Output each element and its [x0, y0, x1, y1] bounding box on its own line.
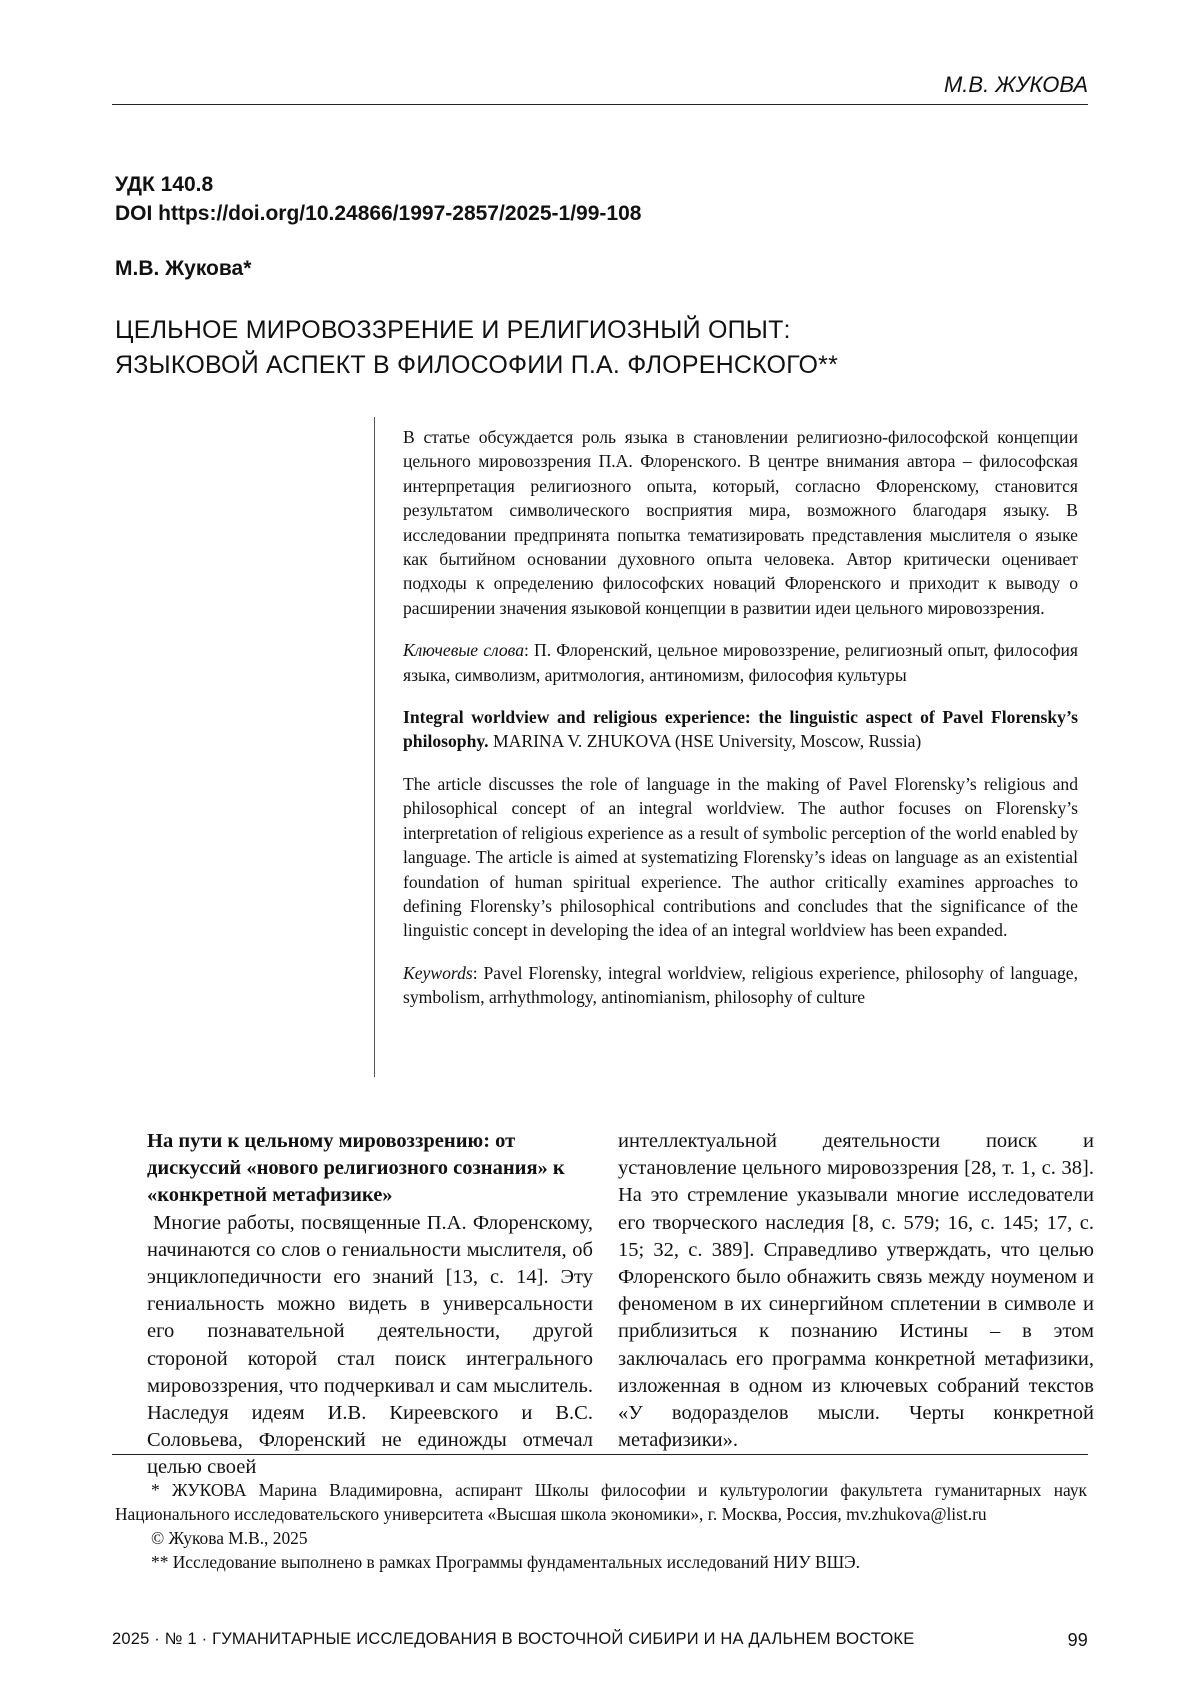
abstract-en: The article discusses the role of language in the making of Pavel Florensky’s religious and philosophical concept of an integral worldview. The author focuses on Florensky’s interpretation of religious experience as a result of symbolic perception of the world enabled by language. The article is aimed at systematizing Florensky’s ideas on language as an existential foundation of human spiritual experience. The author critically examines approaches to defining Florensky’s philosophical contributions and concludes that the significance of the linguistic concept in developing the idea of an integral worldview has been expanded. [403, 773, 1078, 941]
title-line: ЦЕЛЬНОЕ МИРОВОЗЗРЕНИЕ И РЕЛИГИОЗНЫЙ ОПЫТ: [115, 316, 791, 344]
page-number: 99 [1067, 1630, 1088, 1650]
english-author: MARINA V. ZHUKOVA (HSE University, Moscow, Russia) [488, 731, 922, 752]
footnote-copyright: © Жукова М.В., 2025 [151, 1528, 308, 1548]
footnotes [115, 1478, 1087, 1574]
body-paragraph: интеллектуальной деятельности поиск и установление цельного мировоззрения [28, т. 1, с. 38]. На это стремление указывали многие исследователи его творческого наследия [8, с. 579; 16, с. 145; 17, с. 15; 32, с. 389]. Справедливо утверждать, что целью Флоренского было обнажить связь между ноуменом и феноменом в их синергийном сплетении в символе и приблизиться к познанию Истины – в этом заключалась его программа конкретной метафизики, изложенная в одном из ключевых собраний текстов «У водоразделов мысли. Черты конкретной метафизики». [618, 1130, 1094, 1452]
footnote-grant: ** Исследование выполнено в рамках Программы фундаментальных исследований НИУ ВШЭ. [151, 1552, 860, 1572]
abstract-block [374, 417, 1078, 1077]
udc-code: УДК 140.8 [115, 173, 214, 196]
title-line: ЯЗЫКОВОЙ АСПЕКТ В ФИЛОСОФИИ П.А. ФЛОРЕНСКОГО** [115, 351, 839, 379]
keywords-en-list: : Pavel Florensky, integral worldview, religious experience, philosophy of language, symbolism, arrhythmology, antinomianism, philosophy of culture [403, 962, 1078, 1008]
header-rule [112, 104, 1088, 105]
body-paragraph: Многие работы, посвященные П.А. Флоренскому, начинаются со слов о гениальности мыслителя, об энциклопедичности его знаний [13, с. 14]. Эту гениальность можно видеть в универсальности его познавательной деятельности, другой стороной которой стал поиск интегрального мировоззрения, что подчеркивал и сам мыслитель. Наследуя идеям И.В. Киреевского и В.С. Соловьева, Флоренский не единожды отмечал целью своей [147, 1211, 593, 1479]
keywords-ru-label: Ключевые слова [403, 640, 524, 661]
abstract-ru: В статье обсуждается роль языка в становлении религиозно-философской концепции цельного мировоззрения П.А. Флоренского. В центре внимания автора – философская интерпретация религиозного опыта, который, согласно Флоренскому, становится результатом символического восприятия мира, возможного благодаря языку. В исследовании предпринята попытка тематизировать представления мыслителя о языке как бытийном основании духовного опыта человека. Автор критически оценивает подходы к определению философских новаций Флоренского и приходит к выводу о расширении значения языковой концепции в развитии идеи цельного мировоззрения. [403, 427, 1078, 618]
section-heading: На пути к цельному мировоззрению: от дискуссий «нового религиозного сознания» к «конкретной метафизике» [147, 1130, 565, 1207]
keywords-en [403, 961, 1078, 1010]
keywords-ru-list: : П. Флоренский, цельное мировоззрение, религиозный опыт, философия языка, символизм, аритмология, антиномизм, философия культуры [403, 640, 1079, 685]
english-title-block [403, 705, 1078, 754]
abstract-content [403, 425, 1078, 1010]
footnote-rule [112, 1454, 1088, 1455]
body-column-left [147, 1128, 593, 1482]
journal-line: 2025 · № 1 · ГУМАНИТАРНЫЕ ИССЛЕДОВАНИЯ В ВОСТОЧНОЙ СИБИРИ И НА ДАЛЬНЕМ ВОСТОКЕ [112, 1630, 915, 1648]
doi: DOI https://doi.org/10.24866/1997-2857/2025-1/99-108 [115, 202, 642, 225]
author-name: М.В. Жукова* [115, 257, 252, 280]
article-meta [115, 170, 641, 228]
english-title: Integral worldview and religious experience: the linguistic aspect of Pavel Florensky’s philosophy. [403, 707, 1078, 752]
article-title [115, 313, 838, 383]
keywords-en-label: Keywords [403, 962, 473, 983]
body-column-right [618, 1128, 1094, 1454]
footnote-author: * ЖУКОВА Марина Владимировна, аспирант Школы философии и культурологии факультета гуманитарных наук Национального исследовательского университета «Высшая школа экономики», г. Москва, Россия, mv.zhukova@list.ru [115, 1480, 1087, 1524]
keywords-ru [403, 638, 1078, 687]
running-head: М.В. ЖУКОВА [943, 72, 1088, 97]
